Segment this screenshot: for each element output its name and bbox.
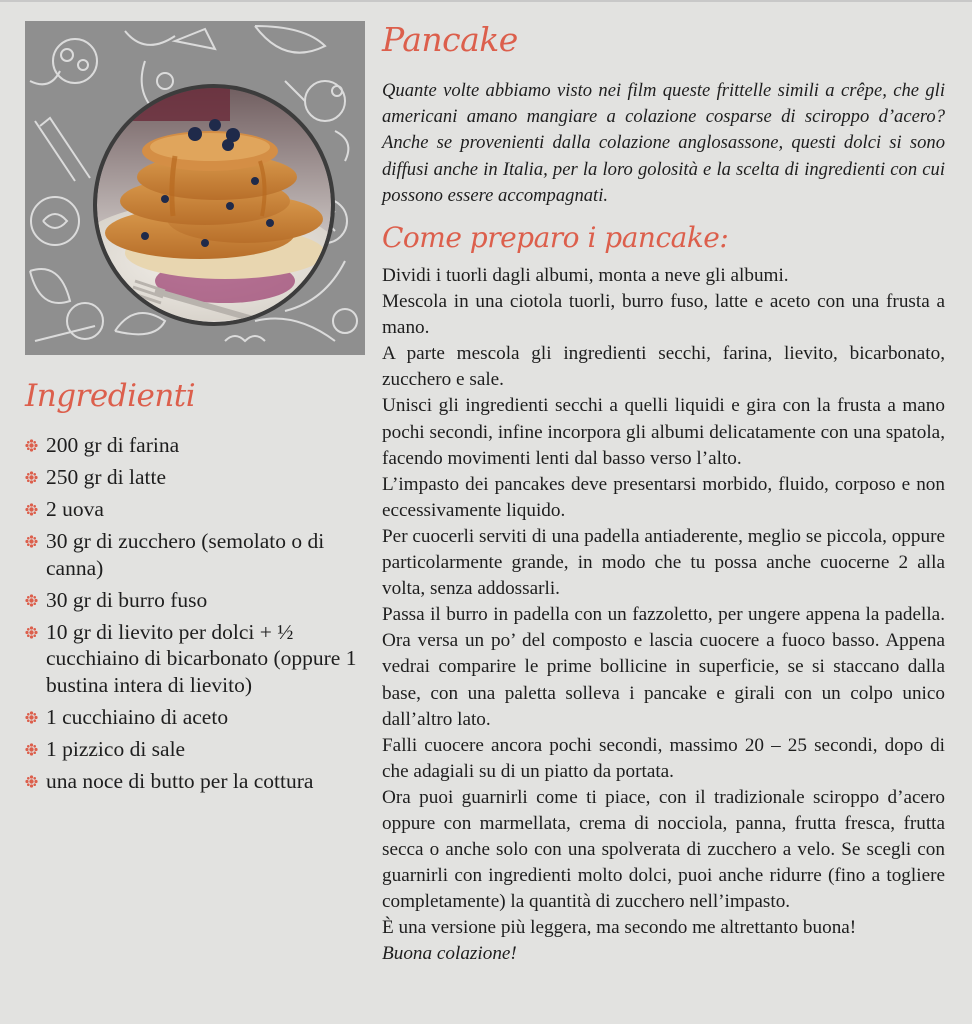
method-title: Come preparo i pancake: [382, 221, 729, 254]
list-item [25, 587, 365, 614]
ingredient-text: una noce di butto per la cottura [46, 768, 314, 793]
list-item [25, 704, 365, 731]
flower-bullet-icon [25, 626, 38, 639]
step-paragraph: È una versione più leggera, ma secondo me altrettanto buona! [382, 917, 857, 939]
ingredients-list [25, 432, 365, 800]
ingredient-text: 1 cucchiaino di aceto [46, 704, 229, 729]
list-item [25, 619, 365, 699]
intro-paragraph: Quante volte abbiamo visto nei film queste frittelle simili a crêpe, che gli americani amano mangiare a colazione cosparse di sciroppo d’acero? Anche se provenienti dalla colazione anglosassone, questi dolci si sono diffusi anche in Italia, per la loro golosità e la scelta di ingredienti con cui possono essere accompagnati. [382, 80, 945, 206]
step-paragraph: L’impasto dei pancakes deve presentarsi morbido, fluido, corposo e non eccessivamente liquido. [382, 473, 945, 521]
flower-bullet-icon [25, 594, 38, 607]
flower-bullet-icon [25, 711, 38, 724]
flower-bullet-icon [25, 439, 38, 452]
ingredient-text: 30 gr di burro fuso [46, 587, 208, 612]
list-item [25, 768, 365, 795]
step-paragraph: A parte mescola gli ingredienti secchi, farina, lievito, bicarbonato, zucchero e sale. [382, 343, 945, 391]
step-paragraph: Falli cuocere ancora pochi secondi, massimo 20 – 25 secondi, dopo di che adagiali su di un piatto da portata. [382, 734, 945, 782]
flower-bullet-icon [25, 503, 38, 516]
list-item [25, 736, 365, 763]
list-item [25, 496, 365, 523]
ingredient-text: 1 pizzico di sale [46, 736, 186, 761]
ingredient-text: 200 gr di farina [46, 433, 180, 457]
ingredients-title: Ingredienti [25, 378, 196, 414]
closing-line: Buona colazione! [382, 943, 517, 965]
ingredient-text: 2 uova [46, 497, 104, 521]
flower-bullet-icon [25, 535, 38, 548]
ingredient-text: 10 gr di lievito per dolci + ½ cucchiaino di bicarbonato (oppure 1 bustina intera di lievito) [46, 619, 357, 697]
method-steps [382, 263, 945, 968]
list-item [25, 464, 365, 491]
ingredient-text: 30 gr di zucchero (semolato o di canna) [46, 529, 325, 580]
list-item [25, 528, 365, 581]
flower-bullet-icon [25, 471, 38, 484]
page-title: Pancake [382, 20, 518, 59]
step-paragraph: Per cuocerli serviti di una padella antiaderente, meglio se piccola, oppure particolarmente grande, in modo che tu possa anche cuocerne 2 alla volta, senza addossarli. [382, 525, 945, 600]
pancake-illustration [25, 21, 365, 355]
ingredient-text: 250 gr di latte [46, 465, 167, 489]
flower-bullet-icon [25, 743, 38, 756]
step-paragraph: Dividi i tuorli dagli albumi, monta a neve gli albumi. [382, 265, 789, 286]
flower-bullet-icon [25, 775, 38, 788]
top-divider [0, 0, 972, 2]
pancake-photo [25, 21, 365, 355]
step-paragraph: Passa il burro in padella con un fazzoletto, per ungere appena la padella. Ora versa un po’ del composto e lascia cuocere a fuoco basso. Appena vedrai comparire le prime bollicine in superficie, se si staccano dalla base, con una paletta solleva i pancake e girali con un colpo unico dall’altro lato. [382, 604, 945, 730]
list-item [25, 432, 365, 459]
step-paragraph: Ora puoi guarnirli come ti piace, con il tradizionale sciroppo d’acero oppure con marmellata, crema di nocciola, panna, frutta fresca, frutta secca o anche solo con una spolverata di zucchero a velo. Se scegli con guarnirli con ingredienti molto dolci, puoi anche ridurre (fino a togliere completamente) la quantità di zucchero nell’impasto. [382, 786, 945, 913]
step-paragraph: Unisci gli ingredienti secchi a quelli liquidi e gira con la frusta a mano pochi secondi, infine incorpora gli albumi delicatamente con una spatola, facendo movimenti lenti dal basso verso l’alto. [382, 395, 945, 469]
step-paragraph: Mescola in una ciotola tuorli, burro fuso, latte e aceto con una frusta a mano. [382, 291, 945, 339]
